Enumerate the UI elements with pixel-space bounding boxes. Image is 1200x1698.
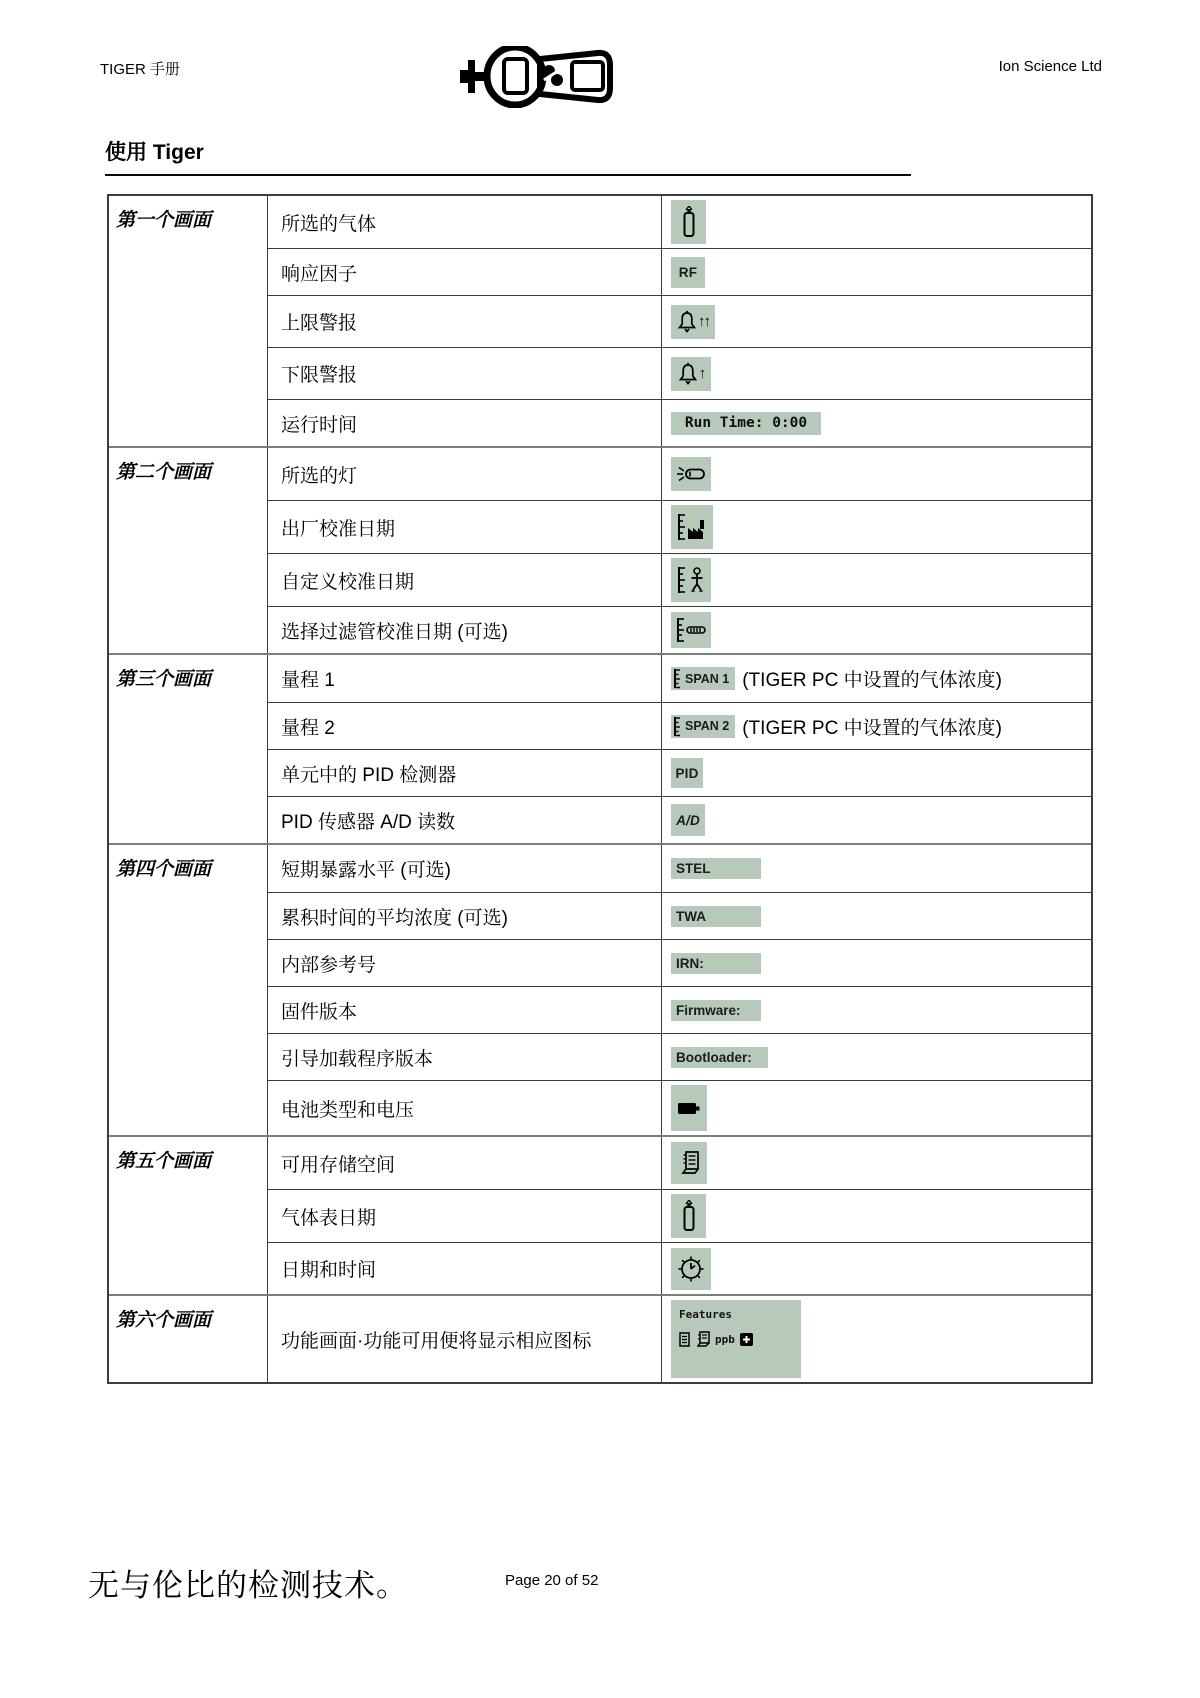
row-description: 日期和时间 — [268, 1243, 662, 1294]
span1-note: (TIGER PC 中设置的气体浓度) — [742, 670, 1002, 691]
up-arrows: ↑↑ — [698, 313, 709, 330]
span1-badge — [671, 667, 735, 690]
row-description: 运行时间 — [268, 400, 662, 446]
bell-high-alarm-icon — [671, 305, 715, 339]
lamp-icon — [671, 457, 711, 491]
pid-badge: PID — [671, 758, 703, 788]
battery-icon — [671, 1085, 707, 1131]
table-row — [268, 939, 1091, 986]
span2-badge — [671, 715, 735, 738]
table-row — [268, 1033, 1091, 1080]
up-arrow: ↑ — [698, 365, 705, 382]
row-description: PID 传感器 A/D 读数 — [268, 797, 662, 843]
table-row — [268, 1189, 1091, 1242]
table-row — [268, 1296, 1091, 1382]
gas-cylinder-icon — [671, 1194, 706, 1238]
rf-badge: RF — [671, 257, 705, 288]
ruler-icon — [673, 716, 681, 737]
row-description: 选择过滤管校准日期 (可选) — [268, 607, 662, 653]
row-description: 量程 2 — [268, 703, 662, 749]
tiger-device-logo — [460, 46, 660, 108]
screen-group-4 — [109, 843, 1091, 1135]
ruler-icon — [673, 668, 681, 689]
log-icon — [679, 1332, 690, 1347]
stel-badge: STEL — [671, 858, 761, 879]
row-description: 出厂校准日期 — [268, 501, 662, 553]
page-title: 使用 Tiger — [105, 136, 911, 176]
table-row — [268, 702, 1091, 749]
row-description: 下限警报 — [268, 348, 662, 399]
table-row — [268, 749, 1091, 796]
plus-icon — [740, 1333, 753, 1346]
table-row — [268, 892, 1091, 939]
row-description: 量程 1 — [268, 655, 662, 702]
irn-badge: IRN: — [671, 953, 761, 974]
span2-note: (TIGER PC 中设置的气体浓度) — [742, 717, 1002, 739]
table-row — [268, 655, 1091, 702]
gas-cylinder-icon — [671, 200, 706, 244]
screen-group-2 — [109, 446, 1091, 653]
company-name: Ion Science Ltd — [998, 58, 1102, 75]
row-description: 电池类型和电压 — [268, 1081, 662, 1135]
screen-group-label: 第六个画面 — [116, 1310, 212, 1331]
document-title: TIGER 手册 — [100, 61, 181, 78]
bootloader-badge: Bootloader: — [671, 1047, 768, 1068]
bell-low-alarm-icon — [671, 357, 711, 391]
table-row — [268, 553, 1091, 606]
row-description: 上限警报 — [268, 296, 662, 347]
table-row — [268, 295, 1091, 347]
table-row — [268, 1137, 1091, 1189]
row-description: 引导加载程序版本 — [268, 1034, 662, 1080]
run-time-badge: Run Time: 0:00 — [671, 412, 821, 435]
firmware-badge: Firmware: — [671, 1000, 761, 1021]
table-row — [268, 196, 1091, 248]
table-row — [268, 606, 1091, 653]
table-row — [268, 796, 1091, 843]
table-row — [268, 1080, 1091, 1135]
table-row — [268, 1242, 1091, 1294]
row-description: 可用存储空间 — [268, 1137, 662, 1189]
row-description: 所选的气体 — [268, 196, 662, 248]
tube-calibration-icon — [671, 612, 711, 648]
screen-group-1 — [109, 196, 1091, 446]
row-description: 气体表日期 — [268, 1190, 662, 1242]
ppb-label: ppb — [715, 1332, 735, 1346]
table-row — [268, 986, 1091, 1033]
screen-group-label: 第四个画面 — [116, 859, 212, 880]
row-description: 累积时间的平均浓度 (可选) — [268, 893, 662, 939]
span1-label: SPAN 1 — [685, 671, 730, 686]
row-description: 自定义校准日期 — [268, 554, 662, 606]
page-number: Page 20 of 52 — [505, 1572, 599, 1589]
screens-table — [107, 194, 1093, 1384]
twa-badge: TWA — [671, 906, 761, 927]
factory-calibration-icon — [671, 505, 713, 549]
span2-label: SPAN 2 — [685, 719, 730, 733]
row-description: 固件版本 — [268, 987, 662, 1033]
screen-group-label: 第五个画面 — [116, 1151, 212, 1172]
row-description: 功能画面·功能可用便将显示相应图标 — [268, 1296, 662, 1382]
row-description: 响应因子 — [268, 249, 662, 295]
row-description: 单元中的 PID 检测器 — [268, 750, 662, 796]
screen-group-6 — [109, 1294, 1091, 1382]
custom-calibration-icon — [671, 558, 711, 602]
ad-badge: A/D — [671, 804, 705, 836]
screen-group-5 — [109, 1135, 1091, 1294]
screen-group-label: 第一个画面 — [116, 210, 212, 231]
table-row — [268, 500, 1091, 553]
table-row — [268, 248, 1091, 295]
screen-group-label: 第二个画面 — [116, 462, 212, 483]
features-screen-preview — [671, 1300, 801, 1378]
table-row — [268, 347, 1091, 399]
row-description: 短期暴露水平 (可选) — [268, 845, 662, 892]
row-description: 所选的灯 — [268, 448, 662, 500]
screen-group-label: 第三个画面 — [116, 669, 212, 690]
clock-icon — [671, 1248, 711, 1290]
footer-tagline: 无与伦比的检测技术。 — [88, 1568, 408, 1603]
table-row — [268, 845, 1091, 892]
row-description: 内部参考号 — [268, 940, 662, 986]
memory-icon — [695, 1331, 710, 1347]
table-row — [268, 399, 1091, 446]
memory-icon — [671, 1142, 707, 1184]
screen-group-3 — [109, 653, 1091, 843]
tiger-device-logo-graphic — [460, 46, 660, 108]
table-row — [268, 448, 1091, 500]
features-title: Features — [679, 1308, 732, 1321]
